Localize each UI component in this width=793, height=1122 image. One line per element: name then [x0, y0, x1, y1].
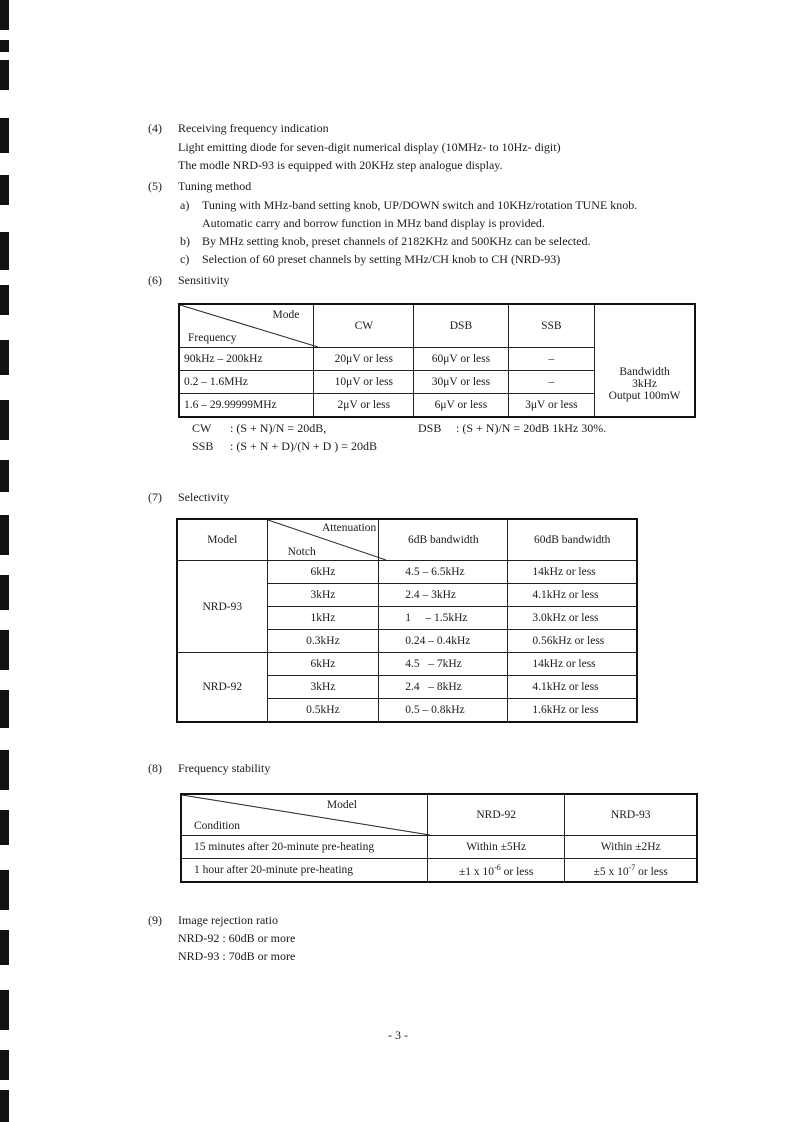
bw60-cell: 4.1kHz or less [508, 676, 637, 699]
nrd92-cell [427, 859, 564, 883]
nrd-93-rejection: NRD-93 : 70dB or more [178, 949, 296, 963]
nrd93-cell [565, 859, 697, 883]
binding-edge [0, 0, 10, 1122]
sensitivity-corner-header [179, 304, 314, 348]
bw60-cell: 1.6kHz or less [508, 699, 637, 723]
header-ssb: SSB [508, 304, 595, 348]
bw6-cell: 0.24 – 0.4kHz [379, 630, 508, 653]
nrd93-cell: Within ±2Hz [565, 836, 697, 859]
bw6-cell: 2.4 – 3kHz [379, 584, 508, 607]
page-number: - 3 - [388, 1028, 408, 1042]
section-5-title: Tuning method [178, 179, 252, 193]
section-5-number: (5) [148, 179, 162, 193]
cw-cell: 20μV or less [314, 348, 414, 371]
value-tail: or less [635, 865, 668, 878]
bw6-cell: 2.4 – 8kHz [379, 676, 508, 699]
freq-cell: 1.6 – 29.99999MHz [179, 394, 314, 418]
section-8-number: (8) [148, 761, 162, 775]
ssb-cell: – [508, 348, 595, 371]
nrd-92-rejection: NRD-92 : 60dB or more [178, 931, 296, 945]
cw-note-label: CW [192, 421, 212, 435]
corner-attenuation-label: Attenuation [321, 522, 377, 534]
corner-model-label: Model [326, 799, 357, 811]
header-model: Model [177, 519, 267, 561]
corner-notch-label: Notch [287, 546, 316, 558]
cw-note: : (S + N)/N = 20dB, [230, 421, 327, 435]
ssb-note-label: SSB [192, 439, 214, 453]
notch-cell: 0.3kHz [267, 630, 379, 653]
item-c-line-1: Selection of 60 preset channels by setting MHz/CH knob to CH (NRD-93) [202, 252, 561, 266]
item-c-label: c) [180, 252, 190, 266]
stability-corner-header [181, 794, 427, 836]
item-a-line-1: Tuning with MHz-band setting knob, UP/DOWN switch and 10KHz/rotation TUNE knob. [202, 198, 638, 212]
bw60-cell: 0.56kHz or less [508, 630, 637, 653]
selectivity-table [176, 518, 638, 723]
bw60-cell: 4.1kHz or less [508, 584, 637, 607]
header-6db: 6dB bandwidth [379, 519, 508, 561]
header-nrd-92: NRD-92 [427, 794, 564, 836]
note-3khz: 3kHz [632, 378, 658, 390]
dsb-cell: 6μV or less [414, 394, 508, 418]
table-row [181, 836, 697, 859]
sensitivity-table [178, 303, 696, 418]
note-bandwidth: Bandwidth [619, 366, 670, 378]
bw60-cell: 14kHz or less [508, 653, 637, 676]
bw60-cell: 14kHz or less [508, 561, 637, 584]
value-exponent: -7 [628, 862, 636, 872]
section-4-title: Receiving frequency indication [178, 121, 329, 135]
section-4-line-1: Light emitting diode for seven-digit numerical display (10MHz- to 10Hz- digit) [178, 140, 561, 154]
notch-cell: 3kHz [267, 584, 379, 607]
section-7-number: (7) [148, 490, 162, 504]
corner-mode-label: Mode [272, 309, 300, 321]
notch-cell: 6kHz [267, 653, 379, 676]
item-a-label: a) [180, 198, 190, 212]
header-dsb: DSB [414, 304, 508, 348]
item-b-line-1: By MHz setting knob, preset channels of 2182KHz and 500KHz can be selected. [202, 234, 591, 248]
dsb-note-label: DSB [418, 421, 442, 435]
notch-cell: 0.5kHz [267, 699, 379, 723]
notch-cell: 3kHz [267, 676, 379, 699]
stability-table [180, 793, 698, 883]
dsb-cell: 60μV or less [414, 348, 508, 371]
table-row [177, 653, 637, 676]
cw-cell: 2μV or less [314, 394, 414, 418]
bw6-cell: 4.5 – 7kHz [379, 653, 508, 676]
item-b-label: b) [180, 234, 190, 248]
section-7-title: Selectivity [178, 490, 230, 504]
bw6-cell: 1 – 1.5kHz [379, 607, 508, 630]
header-nrd-93: NRD-93 [565, 794, 697, 836]
notch-cell: 1kHz [267, 607, 379, 630]
table-row [177, 561, 637, 584]
condition-cell: 1 hour after 20-minute pre-heating [181, 859, 427, 883]
notch-cell: 6kHz [267, 561, 379, 584]
header-60db: 60dB bandwidth [508, 519, 637, 561]
model-nrd-92: NRD-92 [177, 653, 267, 723]
section-6-title: Sensitivity [178, 273, 230, 287]
freq-cell: 90kHz – 200kHz [179, 348, 314, 371]
note-output: Output 100mW [608, 390, 681, 402]
corner-condition-label: Condition [194, 820, 241, 832]
section-8-title: Frequency stability [178, 761, 271, 775]
ssb-note: : (S + N + D)/(N + D ) = 20dB [230, 439, 378, 453]
header-cw: CW [314, 304, 414, 348]
selectivity-corner-header [267, 519, 379, 561]
value-tail: or less [500, 865, 534, 878]
model-nrd-93: NRD-93 [177, 561, 267, 653]
section-4-line-2: The modle NRD-93 is equipped with 20KHz step analogue display. [178, 158, 503, 172]
bw6-cell: 0.5 – 0.8kHz [379, 699, 508, 723]
item-a-line-2: Automatic carry and borrow function in MHz band display is provided. [202, 216, 545, 230]
section-9-title: Image rejection ratio [178, 913, 278, 927]
value-base: ±5 x 10 [593, 865, 629, 878]
section-6-number: (6) [148, 273, 162, 287]
corner-frequency-label: Frequency [188, 332, 237, 344]
sensitivity-note-cell [595, 304, 695, 417]
dsb-note: : (S + N)/N = 20dB 1kHz 30%. [456, 421, 607, 435]
ssb-cell: – [508, 371, 595, 394]
bw6-cell: 4.5 – 6.5kHz [379, 561, 508, 584]
freq-cell: 0.2 – 1.6MHz [179, 371, 314, 394]
section-9-number: (9) [148, 913, 162, 927]
dsb-cell: 30μV or less [414, 371, 508, 394]
cw-cell: 10μV or less [314, 371, 414, 394]
bw60-cell: 3.0kHz or less [508, 607, 637, 630]
nrd92-cell: Within ±5Hz [427, 836, 564, 859]
value-base: ±1 x 10 [459, 865, 495, 878]
value-exponent: -6 [494, 862, 501, 872]
table-row [181, 859, 697, 883]
condition-cell: 15 minutes after 20-minute pre-heating [181, 836, 427, 859]
section-4-number: (4) [148, 121, 162, 135]
ssb-cell: 3μV or less [508, 394, 595, 418]
